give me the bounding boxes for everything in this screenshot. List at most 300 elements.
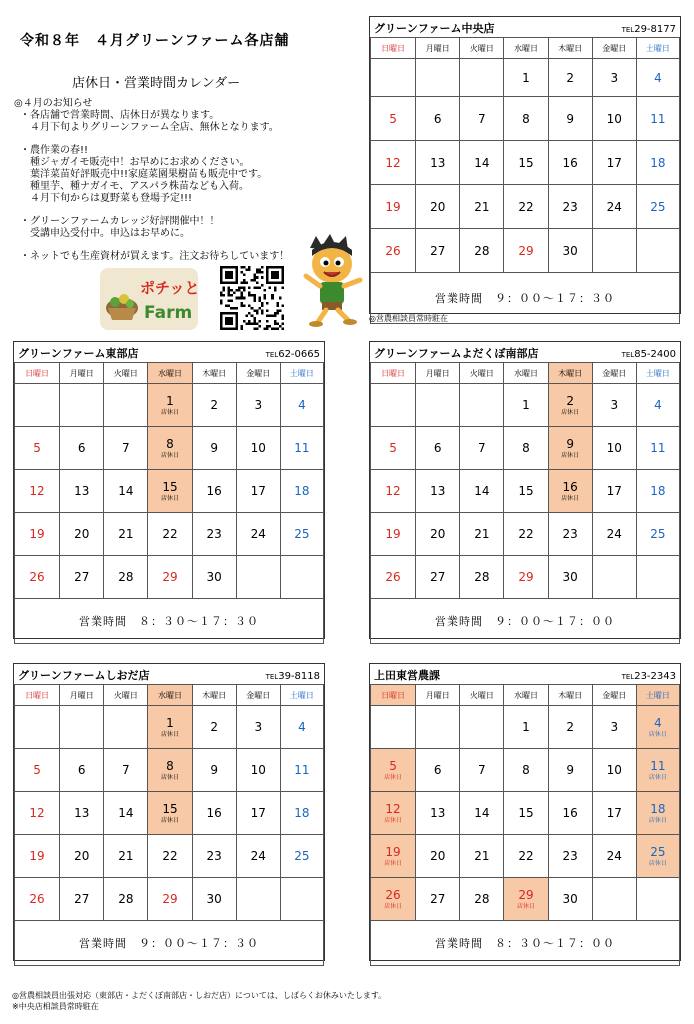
footnote [12,990,386,1012]
calendar-day-cell [236,706,280,749]
calendar-day-cell [148,792,192,835]
store-name: グリーンファームしおだ店 [18,669,150,682]
closed-day-label: 店休日 [648,773,667,781]
day-number: 5 [389,111,397,126]
day-of-week-header: 木曜日 [548,38,592,59]
calendar-day-cell [280,878,323,921]
page-title: 令和８年 ４月グリーンファーム各店舗 [20,33,290,49]
day-of-week-header: 金曜日 [236,363,280,384]
calendar-day-cell [460,878,504,921]
calendar-day-cell [236,749,280,792]
calendar-day-cell [60,513,104,556]
closed-day-label: 店休日 [648,816,667,824]
day-number: 27 [430,243,446,258]
calendar-day-cell [192,384,236,427]
day-number: 15 [162,801,178,816]
calendar-day-cell [460,141,504,185]
business-hours: 営業時間 ９：００～１７：００ [371,599,680,644]
day-number: 4 [654,398,662,412]
calendar-day-cell [104,706,148,749]
calendar-day-cell [592,97,636,141]
closed-day-label: 店休日 [384,859,403,867]
store-note: ◎営農相談員常時駐在 [369,314,448,323]
day-of-week-header: 月曜日 [416,38,460,59]
store-tel [266,349,320,360]
day-of-week-header: 火曜日 [460,38,504,59]
calendar-day-cell [460,97,504,141]
day-number: 2 [566,393,574,408]
calendar-day-cell [280,749,323,792]
day-number: 23 [562,199,578,214]
day-number: 26 [29,570,45,584]
calendar-day-cell [236,878,280,921]
calendar-day-cell [592,749,636,792]
calendar-day-cell [371,427,416,470]
calendar-day-cell [280,792,323,835]
notice-heading: ◎４月のお知らせ [14,98,93,109]
day-number: 4 [298,398,306,412]
day-number: 10 [250,763,266,777]
day-number: 21 [118,527,134,541]
day-number: 8 [166,758,174,773]
calendar-day-cell [192,427,236,470]
day-number: 26 [385,887,401,902]
calendar-day-cell [15,835,60,878]
closed-day-label: 店休日 [384,902,403,910]
day-number: 12 [385,484,401,498]
day-of-week-header: 日曜日 [371,38,416,59]
calendar-day-cell [504,706,548,749]
calendar-header [370,664,680,684]
day-number: 17 [606,806,622,820]
calendar-day-cell [148,470,192,513]
calendar-day-cell [280,513,323,556]
calendar-day-cell [104,513,148,556]
store-calendar [369,663,681,961]
store-tel [622,671,676,682]
day-of-week-header: 木曜日 [192,685,236,706]
day-number: 24 [606,849,622,863]
calendar-day-cell [192,878,236,921]
day-number: 22 [518,849,534,863]
calendar-day-cell [416,706,460,749]
day-number: 29 [518,887,534,902]
calendar-day-cell [236,835,280,878]
day-of-week-header: 水曜日 [504,38,548,59]
day-number: 13 [74,484,90,498]
day-number: 10 [606,763,622,777]
calendar-day-cell [460,229,504,273]
day-of-week-header: 月曜日 [60,363,104,384]
calendar-day-cell [60,749,104,792]
calendar-grid [14,684,324,966]
tel-number: 39-8118 [278,671,320,682]
calendar-day-cell [636,59,679,97]
day-number: 11 [650,111,666,126]
day-number: 4 [654,715,662,730]
closed-day-label: 店休日 [160,773,179,781]
day-of-week-header: 金曜日 [592,363,636,384]
calendar-day-cell [192,706,236,749]
closed-day-label: 店休日 [160,451,179,459]
calendar-day-cell [148,513,192,556]
day-number: 18 [650,801,666,816]
store-calendar [13,341,325,639]
day-of-week-header: 土曜日 [636,685,679,706]
store-name: グリーンファームよだくぼ南部店 [374,347,539,360]
day-of-week-header: 日曜日 [371,685,416,706]
day-of-week-header: 火曜日 [460,685,504,706]
calendar-day-cell [371,749,416,792]
day-number: 12 [29,806,45,820]
calendar-day-cell [504,59,548,97]
calendar-day-cell [592,835,636,878]
day-number: 2 [566,720,574,734]
day-of-week-header: 金曜日 [236,685,280,706]
day-number: 8 [522,441,530,455]
day-number: 11 [294,441,310,455]
calendar-day-cell [592,229,636,273]
calendar-day-cell [148,706,192,749]
day-number: 7 [122,763,130,777]
calendar-day-cell [371,97,416,141]
bullet-icon: ・ [20,251,30,262]
calendar-day-cell [636,384,679,427]
day-number: 13 [430,484,446,498]
calendar-day-cell [60,835,104,878]
calendar-day-cell [548,749,592,792]
calendar-day-cell [548,513,592,556]
day-number: 15 [518,806,534,820]
day-number: 8 [166,436,174,451]
calendar-day-cell [460,792,504,835]
calendar-day-cell [60,878,104,921]
tel-icon: TEL [265,351,279,359]
day-of-week-header: 水曜日 [504,685,548,706]
calendar-day-cell [592,384,636,427]
mascot-character [300,234,368,330]
calendar-day-cell [148,878,192,921]
day-number: 22 [518,527,534,541]
day-number: 23 [562,849,578,863]
calendar-day-cell [636,749,679,792]
calendar-header [370,17,680,37]
logo-top-text: ポチッと [140,279,198,297]
day-of-week-header: 土曜日 [280,685,323,706]
calendar-day-cell [416,513,460,556]
day-number: 28 [474,892,490,906]
calendar-day-cell [460,835,504,878]
day-number: 28 [118,570,134,584]
pochitto-farm-logo[interactable] [100,268,198,330]
calendar-day-cell [504,97,548,141]
calendar-day-cell [504,185,548,229]
day-number: 15 [162,479,178,494]
business-hours: 営業時間 ９：００～１７：３０ [15,921,324,966]
day-number: 3 [610,398,619,412]
day-number: 1 [522,720,530,734]
day-number: 23 [206,527,222,541]
calendar-day-cell [416,229,460,273]
calendar-day-cell [548,706,592,749]
calendar-day-cell [236,470,280,513]
store-calendar [369,16,681,314]
day-number: 25 [650,199,666,214]
day-of-week-header: 木曜日 [548,685,592,706]
day-number: 6 [433,441,442,455]
day-number: 9 [210,441,218,455]
day-number: 14 [118,484,134,498]
calendar-day-cell [371,229,416,273]
day-number: 1 [166,715,174,730]
day-number: 14 [474,155,490,170]
day-number: 9 [566,763,574,777]
calendar-day-cell [504,878,548,921]
notice-line: ・ グリーンファームカレッジ好評開催中！！ [20,216,220,227]
calendar-day-cell [548,556,592,599]
day-number: 29 [518,570,534,584]
calendar-day-cell [280,384,323,427]
closed-day-label: 店休日 [160,408,179,416]
day-number: 3 [610,70,619,85]
day-number: 4 [298,720,306,734]
calendar-day-cell [636,141,679,185]
calendar-day-cell [548,835,592,878]
calendar-day-cell [280,835,323,878]
calendar-day-cell [416,749,460,792]
calendar-day-cell [15,792,60,835]
calendar-day-cell [460,185,504,229]
closed-day-label: 店休日 [561,494,580,502]
business-hours: 営業時間 ８：３０～１７：００ [371,921,680,966]
calendar-day-cell [148,556,192,599]
calendar-day-cell [592,185,636,229]
calendar-day-cell [280,556,323,599]
calendar-day-cell [148,384,192,427]
calendar-day-cell [104,427,148,470]
closed-day-label: 店休日 [160,816,179,824]
closed-day-label: 店休日 [561,408,580,416]
footnote-line: ◎営農相談員出張対応（東部店・よだくぼ南部店・しおだ店）については、しばらくお休みいたします。 [12,991,387,1000]
calendar-day-cell [371,141,416,185]
day-number: 9 [210,763,218,777]
calendar-day-cell [192,792,236,835]
calendar-grid [14,362,324,644]
calendar-day-cell [104,878,148,921]
calendar-day-cell [460,427,504,470]
day-of-week-header: 水曜日 [148,363,192,384]
calendar-day-cell [460,59,504,97]
store-tel [266,671,320,682]
day-number: 6 [433,111,442,126]
day-number: 19 [385,844,401,859]
day-number: 11 [294,763,310,777]
notice-line: ・ 各店舗で営業時間、店休日が異なります。 [20,110,220,121]
calendar-day-cell [15,513,60,556]
calendar-day-cell [416,185,460,229]
day-of-week-header: 木曜日 [548,363,592,384]
day-number: 8 [522,763,530,777]
calendar-day-cell [236,792,280,835]
calendar-day-cell [592,470,636,513]
day-number: 21 [474,527,490,541]
calendar-day-cell [592,556,636,599]
day-of-week-header: 火曜日 [460,363,504,384]
tel-number: 23-2343 [634,671,676,682]
day-number: 18 [294,806,310,820]
day-number: 10 [606,111,622,126]
day-of-week-header: 月曜日 [416,363,460,384]
calendar-day-cell [636,706,679,749]
calendar-header [14,664,324,684]
day-number: 16 [562,155,578,170]
day-number: 4 [654,70,662,85]
calendar-day-cell [504,792,548,835]
day-number: 9 [566,436,574,451]
tel-icon: TEL [621,26,635,34]
day-number: 19 [385,199,401,214]
calendar-day-cell [15,384,60,427]
day-number: 2 [210,720,218,734]
tel-icon: TEL [621,351,635,359]
calendar-day-cell [592,141,636,185]
day-number: 16 [206,484,222,498]
calendar-day-cell [104,792,148,835]
day-number: 16 [206,806,222,820]
day-of-week-header: 土曜日 [636,363,679,384]
day-number: 12 [385,155,401,170]
tel-number: 62-0665 [278,349,320,360]
day-number: 23 [562,527,578,541]
calendar-day-cell [636,97,679,141]
calendar-day-cell [416,97,460,141]
day-of-week-header: 金曜日 [592,38,636,59]
day-number: 1 [522,398,530,412]
calendar-day-cell [416,470,460,513]
calendar-day-cell [460,749,504,792]
day-number: 30 [206,570,222,584]
calendar-day-cell [548,427,592,470]
calendar-day-cell [460,513,504,556]
closed-day-label: 店休日 [648,859,667,867]
day-number: 13 [430,155,446,170]
bullet-icon: ・ [20,216,30,227]
day-of-week-header: 土曜日 [280,363,323,384]
day-number: 19 [29,527,45,541]
calendar-day-cell [548,384,592,427]
notice-line: ４月下旬からは夏野菜も登場予定!!! [30,193,193,204]
day-number: 20 [430,527,446,541]
day-number: 5 [33,441,41,455]
day-number: 24 [250,527,266,541]
calendar-day-cell [504,427,548,470]
closed-day-label: 店休日 [160,730,179,738]
day-number: 26 [385,243,401,258]
closed-day-label: 店休日 [648,730,667,738]
calendar-day-cell [371,470,416,513]
calendar-grid [370,37,680,324]
calendar-day-cell [592,59,636,97]
calendar-day-cell [416,792,460,835]
calendar-day-cell [548,185,592,229]
day-number: 27 [430,570,446,584]
notice-line: ・ 農作業の春!! [20,145,89,156]
calendar-day-cell [548,470,592,513]
closed-day-label: 店休日 [516,902,535,910]
day-number: 21 [474,849,490,863]
day-number: 22 [162,527,178,541]
day-number: 25 [294,527,310,541]
store-name: 上田東営農課 [374,669,440,682]
day-number: 12 [385,801,401,816]
calendar-day-cell [371,706,416,749]
day-number: 17 [250,484,266,498]
day-number: 19 [29,849,45,863]
day-number: 16 [562,806,578,820]
day-of-week-header: 火曜日 [104,685,148,706]
footnote-line: ※中央店相談員常時駐在 [12,1002,99,1011]
day-number: 10 [250,441,266,455]
day-number: 29 [162,570,178,584]
calendar-day-cell [148,427,192,470]
calendar-day-cell [60,384,104,427]
business-hours: 営業時間 ８：３０～１７：３０ [15,599,324,644]
day-number: 1 [166,393,174,408]
calendar-day-cell [416,427,460,470]
store-name: グリーンファーム東部店 [18,347,139,360]
calendar-day-cell [280,706,323,749]
calendar-day-cell [548,792,592,835]
page-subtitle: 店休日・営業時間カレンダー [72,76,241,91]
day-number: 1 [522,70,530,85]
notice-line: 受講申込受付中。申込はお早めに。 [30,228,190,239]
calendar-day-cell [548,141,592,185]
bullet-icon: ・ [20,110,30,121]
calendar-day-cell [504,835,548,878]
day-number: 28 [474,570,490,584]
day-number: 19 [385,527,401,541]
day-number: 2 [210,398,218,412]
day-number: 17 [250,806,266,820]
closed-day-label: 店休日 [160,494,179,502]
day-number: 8 [522,111,530,126]
day-of-week-header: 木曜日 [192,363,236,384]
calendar-day-cell [416,835,460,878]
calendar-day-cell [371,59,416,97]
day-of-week-header: 水曜日 [504,363,548,384]
calendar-day-cell [371,792,416,835]
calendar-day-cell [636,835,679,878]
day-number: 22 [518,199,534,214]
logo-bottom-text: Farm [144,303,193,323]
calendar-day-cell [548,229,592,273]
day-number: 28 [118,892,134,906]
day-number: 29 [162,892,178,906]
day-number: 27 [74,570,90,584]
day-number: 5 [389,758,397,773]
day-number: 26 [385,570,401,584]
calendar-day-cell [371,513,416,556]
store-tel [622,24,676,35]
calendar-day-cell [60,427,104,470]
qr-code[interactable] [218,266,286,330]
day-number: 21 [474,199,490,214]
calendar-day-cell [192,556,236,599]
day-number: 22 [162,849,178,863]
day-number: 30 [562,243,578,258]
calendar-day-cell [504,229,548,273]
day-number: 17 [606,484,622,498]
